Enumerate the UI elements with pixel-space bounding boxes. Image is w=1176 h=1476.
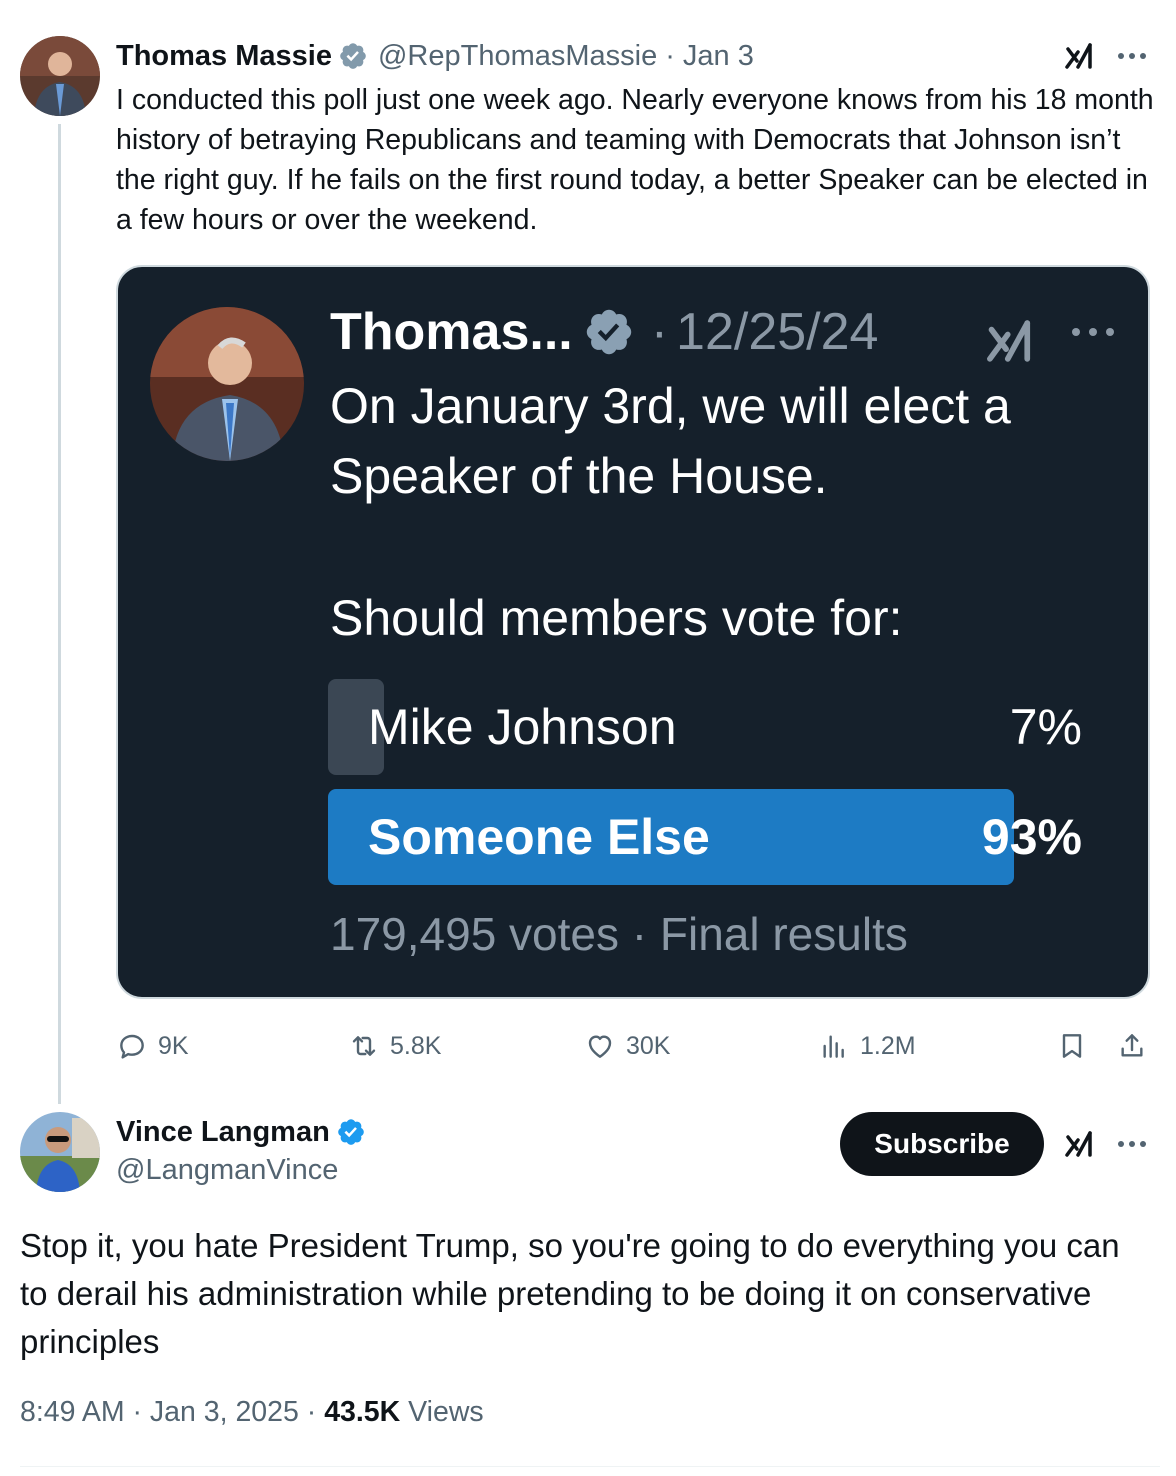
- repost-count: 5.8K: [390, 1031, 442, 1060]
- repost-button[interactable]: [348, 1026, 441, 1066]
- repost-icon: [348, 1030, 380, 1062]
- poll-author-avatar: [150, 307, 304, 461]
- poll-option-label: Mike Johnson: [368, 699, 677, 755]
- views-button[interactable]: [818, 1026, 916, 1066]
- more-icon: [1070, 325, 1116, 339]
- poll-header: [330, 299, 878, 365]
- embedded-poll-image[interactable]: [116, 265, 1150, 999]
- more-icon[interactable]: [1116, 1138, 1148, 1150]
- heart-icon: [584, 1030, 616, 1062]
- verified-badge-icon: [338, 41, 368, 71]
- divider: [20, 1466, 1160, 1467]
- tweet-date[interactable]: Jan 3: [682, 39, 754, 72]
- verified-badge-icon: [583, 306, 635, 358]
- poll-option-percent: 93%: [981, 809, 1082, 865]
- vince-langman-avatar[interactable]: [20, 1112, 100, 1192]
- poll-option-someone-else: [328, 789, 1082, 885]
- like-button[interactable]: [584, 1026, 670, 1066]
- separator-dot: ·: [665, 39, 675, 72]
- tweet-metadata: [20, 1396, 484, 1429]
- tweet-body: I conducted this poll just one week ago. Nearly everyone knows from his 18 month history of betraying Republicans and teaming with Democrats that Johnson isn’t the right guy. If he fails on the first round today, a better Speaker can be elected in a few hours or over the weekend.: [116, 84, 1154, 236]
- grok-icon: [984, 315, 1038, 367]
- views-label: Views: [400, 1396, 484, 1428]
- poll-option-label: Someone Else: [368, 809, 710, 865]
- tweet-body: Stop it, you hate President Trump, so you're going to do everything you can to derail his administration while pretending to be doing it on conservative principles: [20, 1227, 1120, 1360]
- tweet-action-bar: [116, 1026, 1156, 1066]
- poll-footer: 179,495 votes · Final results: [330, 908, 908, 960]
- poll-question: Should members vote for:: [330, 590, 903, 646]
- tweet-header: [116, 36, 754, 76]
- views-count: 1.2M: [860, 1031, 916, 1060]
- thread-connector-line: [58, 124, 61, 1104]
- author-name[interactable]: Vince Langman: [116, 1115, 330, 1148]
- poll-tweet-text: On January 3rd, we will elect a Speaker of the House.: [330, 378, 1011, 504]
- grok-icon[interactable]: [1064, 40, 1096, 72]
- share-button[interactable]: [1116, 1026, 1158, 1066]
- reply-icon: [116, 1030, 148, 1062]
- views-count: 43.5K: [324, 1396, 401, 1428]
- author-handle[interactable]: @RepThomasMassie: [377, 39, 658, 72]
- views-chart-icon: [818, 1030, 850, 1062]
- verified-badge-icon: [336, 1117, 366, 1147]
- bookmark-button[interactable]: [1056, 1026, 1098, 1066]
- reply-count: 9K: [158, 1031, 189, 1060]
- share-icon: [1116, 1030, 1148, 1062]
- poll-author-name: Thomas...: [330, 303, 573, 361]
- tweet-header: [116, 1112, 376, 1152]
- like-count: 30K: [626, 1031, 671, 1060]
- thomas-massie-avatar[interactable]: [20, 36, 100, 116]
- bookmark-icon: [1056, 1030, 1088, 1062]
- subscribe-button[interactable]: Subscribe: [840, 1112, 1044, 1176]
- grok-icon[interactable]: [1064, 1128, 1096, 1160]
- separator-dot: ·: [650, 303, 669, 361]
- poll-option-percent: 7%: [1009, 699, 1082, 755]
- reply-button[interactable]: [116, 1026, 189, 1066]
- poll-date: 12/25/24: [676, 303, 879, 361]
- author-handle[interactable]: @LangmanVince: [116, 1154, 339, 1186]
- tweet-timestamp[interactable]: 8:49 AM · Jan 3, 2025 ·: [20, 1396, 325, 1428]
- author-name[interactable]: Thomas Massie: [116, 39, 332, 72]
- poll-option-mike-johnson: [328, 679, 1082, 775]
- more-icon[interactable]: [1116, 50, 1148, 62]
